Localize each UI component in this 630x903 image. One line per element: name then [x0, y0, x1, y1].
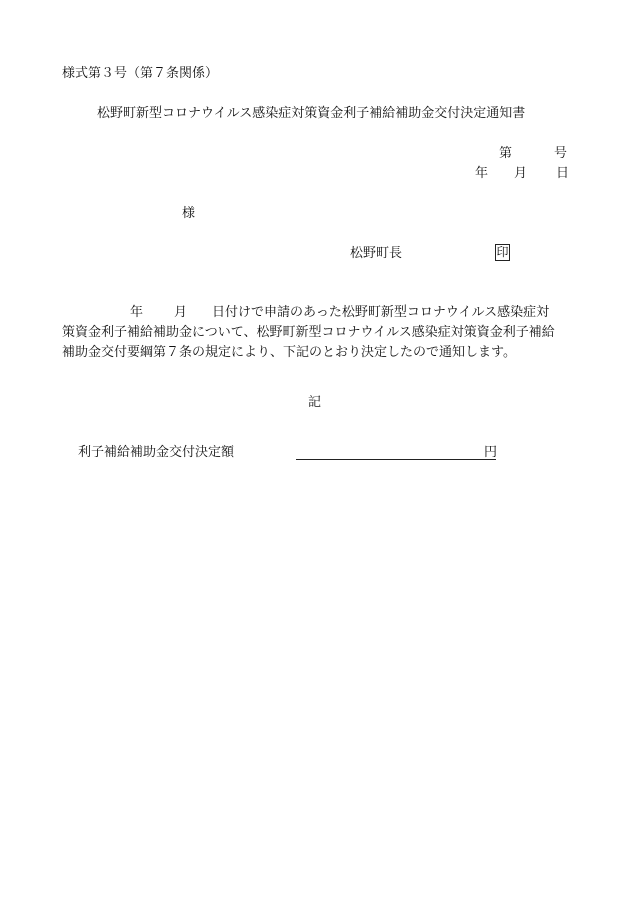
amount-unit: 円 [484, 445, 498, 460]
amount-label: 利子補給補助金交付決定額 [78, 445, 235, 460]
body-text-line-3: 補助金交付要綱第７条の規定により、下記のとおり決定したので通知します。 [62, 345, 516, 360]
addressee-honorific: 様 [182, 206, 196, 221]
body-month-label: 月 [174, 305, 188, 320]
body-text-line-2: 策資金利子補給補助金について、松野町新型コロナウイルス感染症対策資金利子補給 [62, 325, 555, 340]
body-line-1-text: 日付けで申請のあった松野町新型コロナウイルス感染症対 [212, 305, 550, 320]
form-number: 様式第３号（第７条関係） [62, 66, 219, 81]
issuer-name: 松野町長 [350, 246, 403, 261]
document-title: 松野町新型コロナウイルス感染症対策資金利子補給補助金交付決定通知書 [97, 106, 526, 121]
document-number-prefix: 第 [499, 146, 513, 161]
date-day-label: 日 [556, 166, 570, 181]
date-year-label: 年 [475, 166, 489, 181]
seal-stamp-box: 印 [496, 245, 509, 259]
document-number-suffix: 号 [554, 146, 568, 161]
body-year-label: 年 [130, 305, 144, 320]
amount-input-line[interactable] [296, 459, 496, 460]
date-month-label: 月 [514, 166, 528, 181]
ki-heading: 記 [308, 395, 322, 410]
